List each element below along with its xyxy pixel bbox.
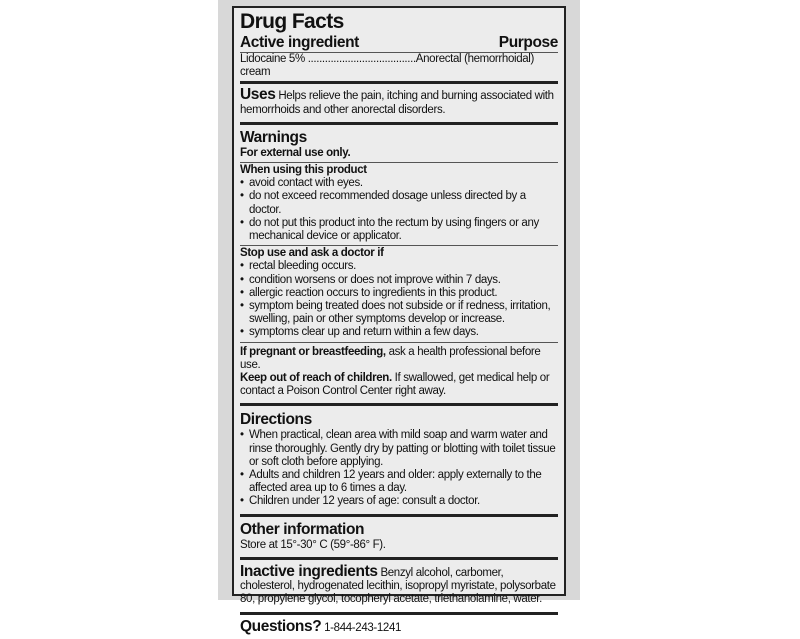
list-item: • symptom being treated does not subside or if redness, irritation, swelling, pain or other symptoms develop or increase. bbox=[240, 300, 558, 326]
purpose-heading: Purpose bbox=[498, 34, 558, 51]
directions-list bbox=[240, 429, 558, 508]
other-information-section bbox=[240, 517, 558, 560]
when-using-list bbox=[240, 177, 558, 243]
questions-section bbox=[240, 615, 558, 639]
external-use-text: For external use only. bbox=[240, 146, 351, 159]
list-item: • rectal bleeding occurs. bbox=[240, 260, 558, 273]
when-using-heading: When using this product bbox=[240, 164, 367, 177]
list-item: • Children under 12 years of age: consult a doctor. bbox=[240, 495, 558, 508]
when-using-block bbox=[240, 162, 558, 243]
warnings-heading: Warnings bbox=[240, 128, 307, 146]
uses-heading: Uses bbox=[240, 86, 276, 104]
pregnancy-text: ask a health professional before use. bbox=[240, 345, 541, 371]
list-item: • do not exceed recommended dosage unless directed by a doctor. bbox=[240, 190, 558, 216]
children-warning bbox=[240, 372, 558, 398]
list-item: • allergic reaction occurs to ingredients in this product. bbox=[240, 287, 558, 300]
other-information-heading: Other information bbox=[240, 520, 365, 538]
children-text: If swallowed, get medical help or contact a Poison Control Center right away. bbox=[240, 372, 550, 398]
active-ingredient-section bbox=[240, 8, 558, 84]
active-ingredient-line: Lidocaine 5% ......................................Anorectal (hemorrhoidal) cream bbox=[240, 52, 558, 79]
uses-section bbox=[240, 84, 558, 124]
drug-facts-panel bbox=[232, 6, 566, 635]
pregnancy-warning bbox=[240, 346, 558, 372]
phone-number: 1-844-243-1241 bbox=[324, 621, 402, 634]
questions-paragraph bbox=[240, 617, 558, 635]
list-item: • When practical, clean area with mild soap and warm water and rinse thoroughly. Gently dry by patting or blotting with toilet tissue or soft cloth before applying. bbox=[240, 429, 558, 469]
inactive-ingredients-section bbox=[240, 560, 558, 615]
questions-heading: Questions? bbox=[240, 617, 322, 635]
stop-use-block bbox=[240, 245, 558, 339]
list-item: • condition worsens or does not improve within 7 days. bbox=[240, 274, 558, 287]
storage-text: Store at 15°-30° C (59°-86° F). bbox=[240, 538, 386, 551]
inactive-ingredients-heading: Inactive ingredients bbox=[240, 562, 378, 580]
pregnancy-children-block bbox=[240, 342, 558, 399]
directions-heading: Directions bbox=[240, 411, 312, 429]
directions-section bbox=[240, 406, 558, 516]
inactive-ingredients-text: Benzyl alcohol, carbomer, cholesterol, hydrogenated lecithin, isopropyl myristate, polysorbate 80, propylene glycol, tocopheryl acetate, triethanolamine, water. bbox=[240, 566, 556, 606]
drug-facts-title: Drug Facts bbox=[240, 10, 344, 33]
inactive-ingredients-paragraph bbox=[240, 562, 558, 607]
warnings-section bbox=[240, 125, 558, 407]
stop-use-heading: Stop use and ask a doctor if bbox=[240, 247, 384, 260]
active-ingredient-heading: Active ingredient bbox=[240, 34, 359, 51]
list-item: • do not put this product into the rectum by using fingers or any mechanical device or applicator. bbox=[240, 217, 558, 243]
children-bold: Keep out of reach of children. bbox=[240, 372, 392, 385]
list-item: • Adults and children 12 years and older: apply externally to the affected area up to 6 times a day. bbox=[240, 469, 558, 495]
active-ingredient-header bbox=[240, 34, 558, 52]
uses-text: Helps relieve the pain, itching and burning associated with hemorrhoids and other anorectal disorders. bbox=[240, 90, 554, 116]
pregnancy-bold: If pregnant or breastfeeding, bbox=[240, 345, 386, 358]
list-item: • avoid contact with eyes. bbox=[240, 177, 558, 190]
stop-use-list bbox=[240, 260, 558, 339]
uses-paragraph bbox=[240, 88, 558, 116]
list-item: • symptoms clear up and return within a few days. bbox=[240, 326, 558, 339]
